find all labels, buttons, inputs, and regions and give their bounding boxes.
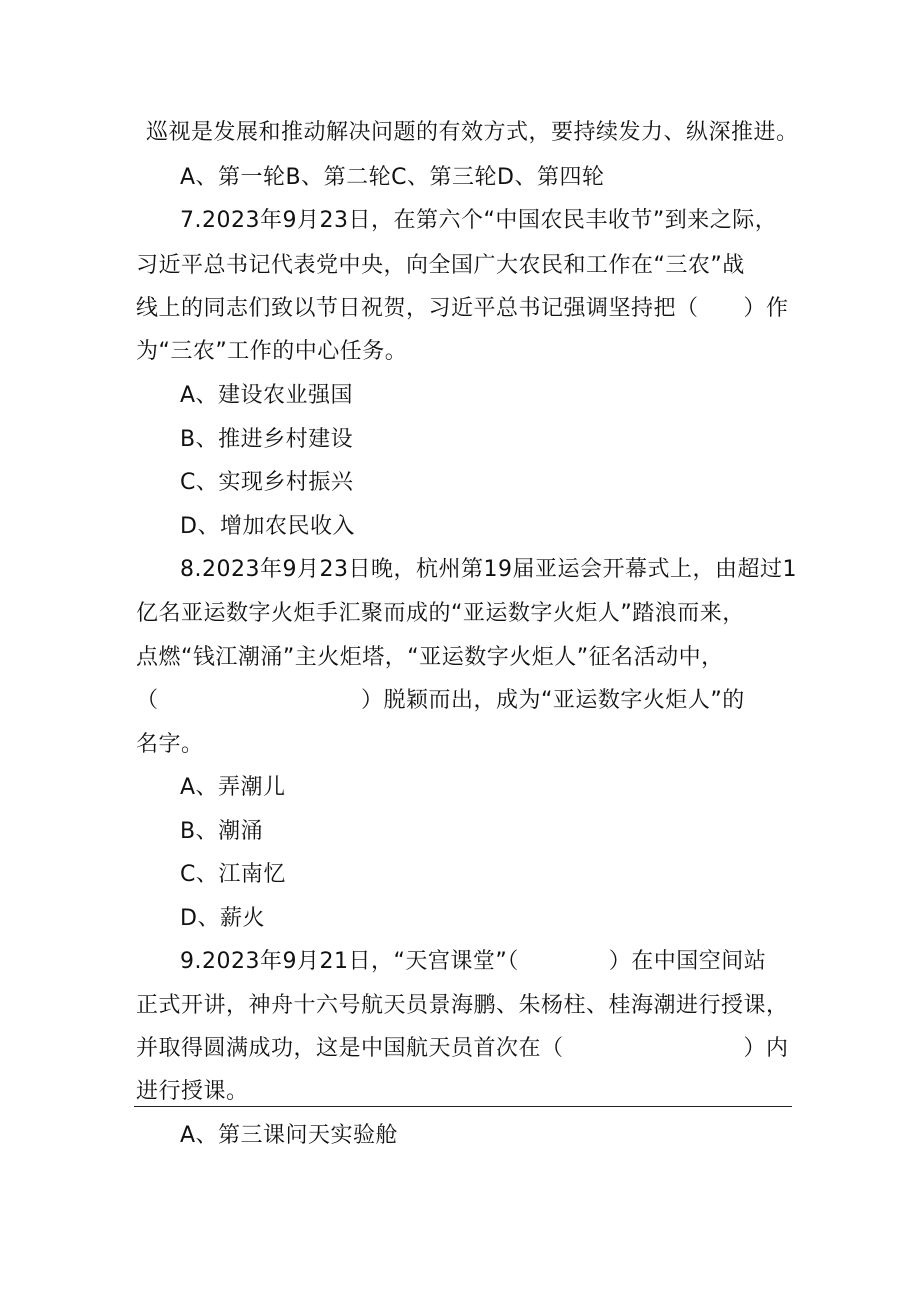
prev-question-options: A、第一轮B、第二轮C、第三轮D、第四轮 xyxy=(180,165,605,190)
question-7-option-b: B、推进乡村建设 xyxy=(180,427,354,452)
question-7-option-d: D、增加农民收入 xyxy=(180,514,355,539)
horizontal-divider xyxy=(134,1106,792,1107)
question-7-option-c: C、实现乡村振兴 xyxy=(180,470,354,495)
question-7-line-3: 线上的同志们致以节日祝贺，习近平总书记强调坚持把（ ）作 xyxy=(136,296,789,321)
question-8-line-3: 点燃“钱江潮涌”主火炬塔，“亚运数字火炬人”征名活动中， xyxy=(136,645,724,670)
question-9-option-a: A、第三课问天实验舱 xyxy=(180,1123,399,1148)
question-9-line-4: 进行授课。 xyxy=(136,1079,249,1104)
question-8-option-d: D、薪火 xyxy=(180,906,265,931)
question-7-line-2: 习近平总书记代表党中央，向全国广大农民和工作在“三农”战 xyxy=(136,253,745,278)
question-8-line-5: 名字。 xyxy=(136,732,204,757)
question-8-line-1: 8.2023年9月23日晚，杭州第19届亚运会开幕式上，由超过1 xyxy=(180,557,797,582)
question-9-line-2: 正式开讲，神舟十六号航天员景海鹏、朱杨柱、桂海潮进行授课， xyxy=(136,993,789,1018)
question-8-line-2: 亿名亚运数字火炬手汇聚而成的“亚运数字火炬人”踏浪而来， xyxy=(136,601,745,626)
question-8-line-4: （ ）脱颖而出，成为“亚运数字火炬人”的 xyxy=(136,688,745,713)
question-7-line-4: 为“三农”工作的中心任务。 xyxy=(136,339,408,364)
question-7-line-1: 7.2023年9月23日，在第六个“中国农民丰收节”到来之际， xyxy=(180,208,778,233)
text-line-prev-question-end: 巡视是发展和推动解决问题的有效方式，要持续发力、纵深推进。 xyxy=(146,120,799,145)
question-9-line-3: 并取得圆满成功，这是中国航天员首次在（ ）内 xyxy=(136,1036,789,1061)
question-8-option-a: A、弄潮儿 xyxy=(180,775,286,800)
question-7-option-a: A、建设农业强国 xyxy=(180,383,354,408)
question-8-option-b: B、潮涌 xyxy=(180,819,264,844)
question-9-line-1: 9.2023年9月21日，“天宫课堂”（ ）在中国空间站 xyxy=(180,949,767,974)
question-8-option-c: C、江南忆 xyxy=(180,862,286,887)
